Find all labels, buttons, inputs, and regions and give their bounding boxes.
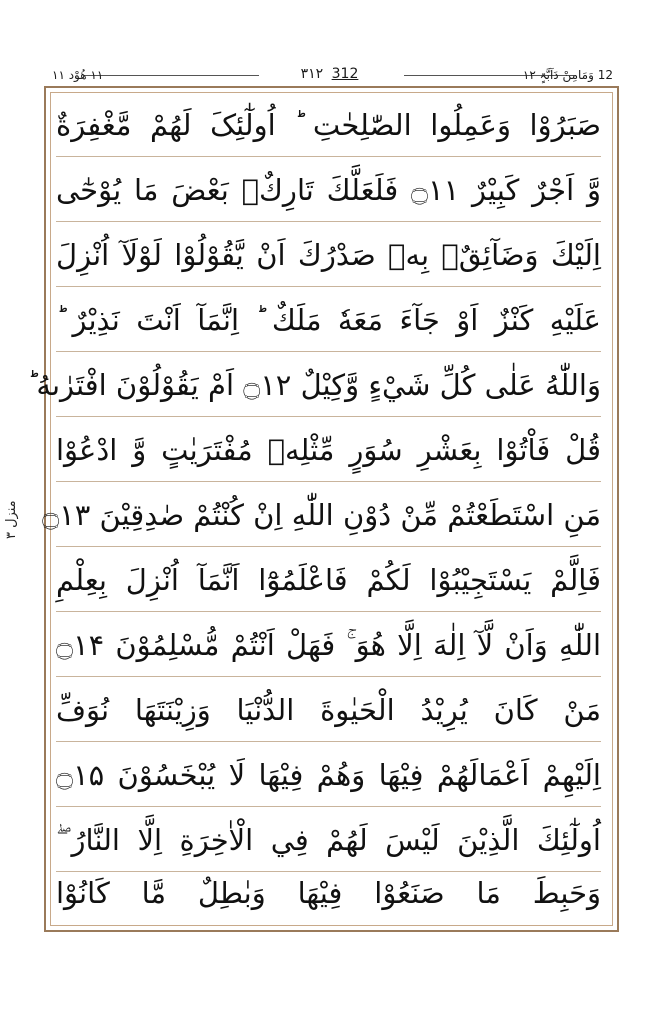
verse-line-9: اللّٰهِ وَاَنْ لَّآ اِلٰهَ اِلَّا هُوَ ۚ فَهَلْ اَنْتُمْ مُّسْلِمُوْنَ ۝۱۴ [56, 628, 601, 662]
page-number: 312 [331, 66, 359, 82]
verse-line-13: وَحَبِطَ مَا صَنَعُوْا فِيْهَا وَبٰطِلٌ مَّا كَانُوْا [56, 876, 601, 910]
surah-name: ۱۱ هُوْد ۱۱ [52, 68, 104, 82]
juz-name: 12 وَمَامِنْ دَآبَّۃٍ ۱۲ [522, 68, 613, 82]
line-separator [56, 481, 601, 482]
line-separator [56, 416, 601, 417]
verse-line-12: اُولٰٓئِكَ الَّذِيْنَ لَيْسَ لَهُمْ فِي الْاٰخِرَةِ اِلَّا النَّارُ ۖ [56, 823, 601, 857]
line-separator [56, 351, 601, 352]
verse-line-3: اِلَيْكَ وَضَآئِقٌۢ بِهٖ صَدْرُكَ اَنْ يَّقُوْلُوْا لَوْلَآ اُنْزِلَ [56, 238, 601, 272]
line-separator [56, 546, 601, 547]
line-separator [56, 611, 601, 612]
page-number-arabic: ۳۱۲ [300, 66, 324, 82]
line-separator [56, 806, 601, 807]
verse-line-10: مَنْ كَانَ يُرِيْدُ الْحَيٰوةَ الدُّنْيَا وَزِيْنَتَهَا نُوَفِّ [56, 693, 601, 727]
verse-line-6: قُلْ فَاْتُوْا بِعَشْرِ سُوَرٍ مِّثْلِهٖ مُفْتَرَيٰتٍ وَّ ادْعُوْا [56, 433, 601, 467]
line-separator [56, 286, 601, 287]
verse-line-4: عَلَيْهِ كَنْزٌ اَوْ جَآءَ مَعَهٗ مَلَكٌ ؕ اِنَّمَآ اَنْتَ نَذِيْرٌ ؕ [56, 303, 601, 337]
line-separator [56, 741, 601, 742]
verse-line-5: وَاللّٰهُ عَلٰى كُلِّ شَيْءٍ وَّكِيْلٌ ۝۱۲ اَمْ يَقُوْلُوْنَ افْتَرٰىهُ ؕ [27, 368, 601, 402]
verse-line-7: مَنِ اسْتَطَعْتُمْ مِّنْ دُوْنِ اللّٰهِ اِنْ كُنْتُمْ صٰدِقِيْنَ ۝۱۳ [42, 498, 601, 532]
line-separator [56, 221, 601, 222]
page-frame [27, 86, 619, 932]
verse-line-11: اِلَيْهِمْ اَعْمَالَهُمْ فِيْهَا وَهُمْ فِيْهَا لَا يُبْخَسُوْنَ ۝۱۵ [56, 758, 601, 792]
verse-line-2: وَّ اَجْرٌ كَبِيْرٌ ۝۱۱ فَلَعَلَّكَ تَارِكٌۢ بَعْضَ مَا يُوْحٰٓى [56, 173, 602, 207]
verse-line-1: صَبَرُوْا وَعَمِلُوا الصّٰلِحٰتِ ؕ اُولٰٓئِکَ لَهُمْ مَّغْفِرَةٌ [56, 108, 601, 142]
verse-line-8: فَاِلَّمْ يَسْتَجِيْبُوْا لَكُمْ فَاعْلَمُوْٓا اَنَّمَآ اُنْزِلَ بِعِلْمِ [56, 563, 601, 597]
manzil-margin-note: منزل ۳ [4, 500, 19, 540]
line-separator [56, 676, 601, 677]
line-separator [56, 156, 601, 157]
page-header [44, 66, 619, 86]
